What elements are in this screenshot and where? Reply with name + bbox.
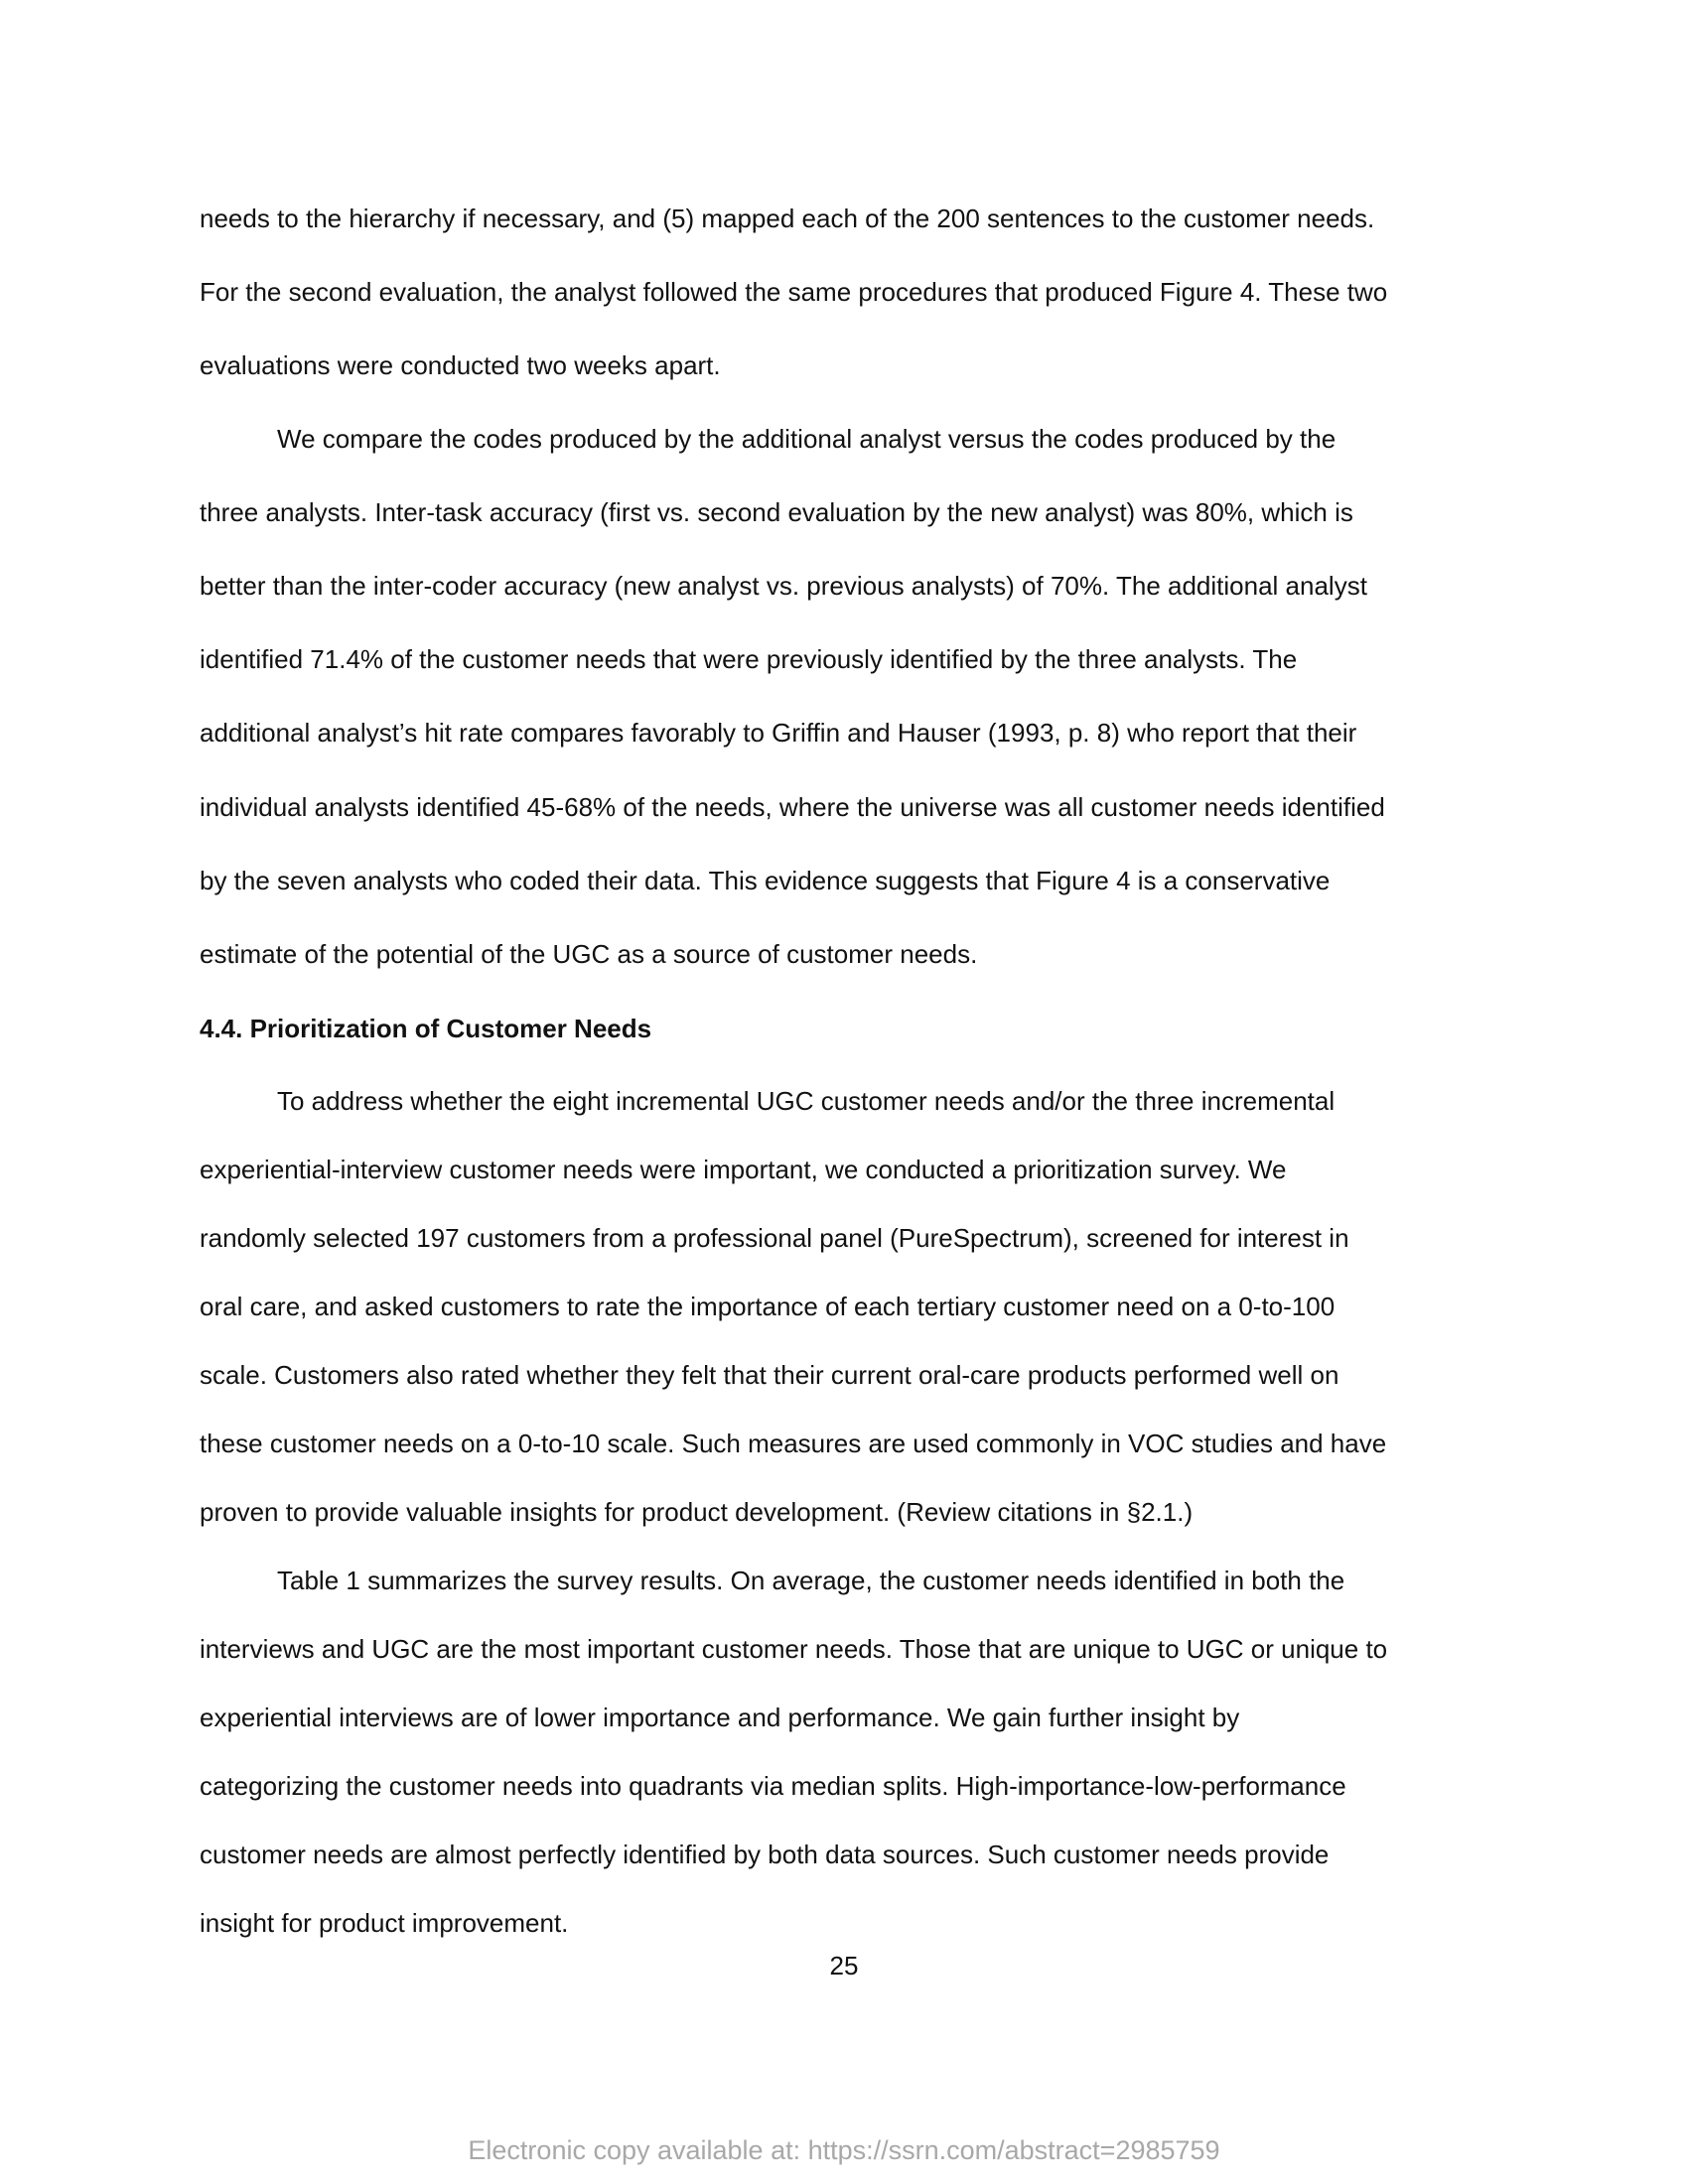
paragraph-2-line-6: individual analysts identified 45-68% of the needs, where the universe was all customer needs identified xyxy=(200,792,1385,822)
paragraph-2-line-2: three analysts. Inter-task accuracy (first vs. second evaluation by the new analyst) was 80%, which is xyxy=(200,497,1353,527)
paragraph-2-line-3: better than the inter-coder accuracy (new analyst vs. previous analysts) of 70%. The additional analyst xyxy=(200,571,1367,601)
paragraph-1-line-1: needs to the hierarchy if necessary, and (5) mapped each of the 200 sentences to the customer needs. xyxy=(200,204,1375,233)
paragraph-1-line-3: evaluations were conducted two weeks apart. xyxy=(200,350,721,380)
paragraph-3-line-7: proven to provide valuable insights for product development. (Review citations in §2.1.) xyxy=(200,1497,1194,1527)
paragraph-3-line-1: To address whether the eight incremental UGC customer needs and/or the three incremental xyxy=(277,1086,1336,1116)
paragraph-3-line-4: oral care, and asked customers to rate the importance of each tertiary customer need on a 0-to-100 xyxy=(200,1292,1336,1321)
paragraph-2-line-7: by the seven analysts who coded their data. This evidence suggests that Figure 4 is a conservative xyxy=(200,866,1331,895)
paragraph-1-line-2: For the second evaluation, the analyst followed the same procedures that produced Figure 4. These two xyxy=(200,277,1388,307)
ssrn-footer: Electronic copy available at: https://ssrn.com/abstract=2985759 xyxy=(468,2135,1220,2165)
paragraph-3-line-6: these customer needs on a 0-to-10 scale. Such measures are used commonly in VOC studies and have xyxy=(200,1429,1387,1458)
paragraph-3-line-5: scale. Customers also rated whether they felt that their current oral-care products performed well on xyxy=(200,1360,1339,1390)
paragraph-3-line-2: experiential-interview customer needs were important, we conducted a prioritization survey. We xyxy=(200,1155,1287,1184)
paragraph-4-line-3: experiential interviews are of lower importance and performance. We gain further insight by xyxy=(200,1703,1240,1732)
paragraph-4-line-4: categorizing the customer needs into quadrants via median splits. High-importance-low-performance xyxy=(200,1771,1346,1801)
paragraph-2-line-4: identified 71.4% of the customer needs that were previously identified by the three analysts. The xyxy=(200,644,1298,674)
paragraph-3-line-3: randomly selected 197 customers from a professional panel (PureSpectrum), screened for interest in xyxy=(200,1223,1349,1253)
page-number: 25 xyxy=(829,1951,859,1980)
paragraph-4-line-6: insight for product improvement. xyxy=(200,1908,569,1938)
paragraph-2-line-8: estimate of the potential of the UGC as a source of customer needs. xyxy=(200,939,978,969)
paragraph-2-line-1: We compare the codes produced by the additional analyst versus the codes produced by the xyxy=(277,424,1336,454)
paragraph-2-line-5: additional analyst’s hit rate compares favorably to Griffin and Hauser (1993, p. 8) who report that their xyxy=(200,718,1357,748)
paragraph-4-line-2: interviews and UGC are the most important customer needs. Those that are unique to UGC or unique to xyxy=(200,1634,1388,1664)
section-heading: 4.4. Prioritization of Customer Needs xyxy=(200,1014,652,1043)
paragraph-4-line-5: customer needs are almost perfectly identified by both data sources. Such customer needs provide xyxy=(200,1840,1330,1869)
paragraph-4-line-1: Table 1 summarizes the survey results. On average, the customer needs identified in both the xyxy=(277,1566,1345,1595)
